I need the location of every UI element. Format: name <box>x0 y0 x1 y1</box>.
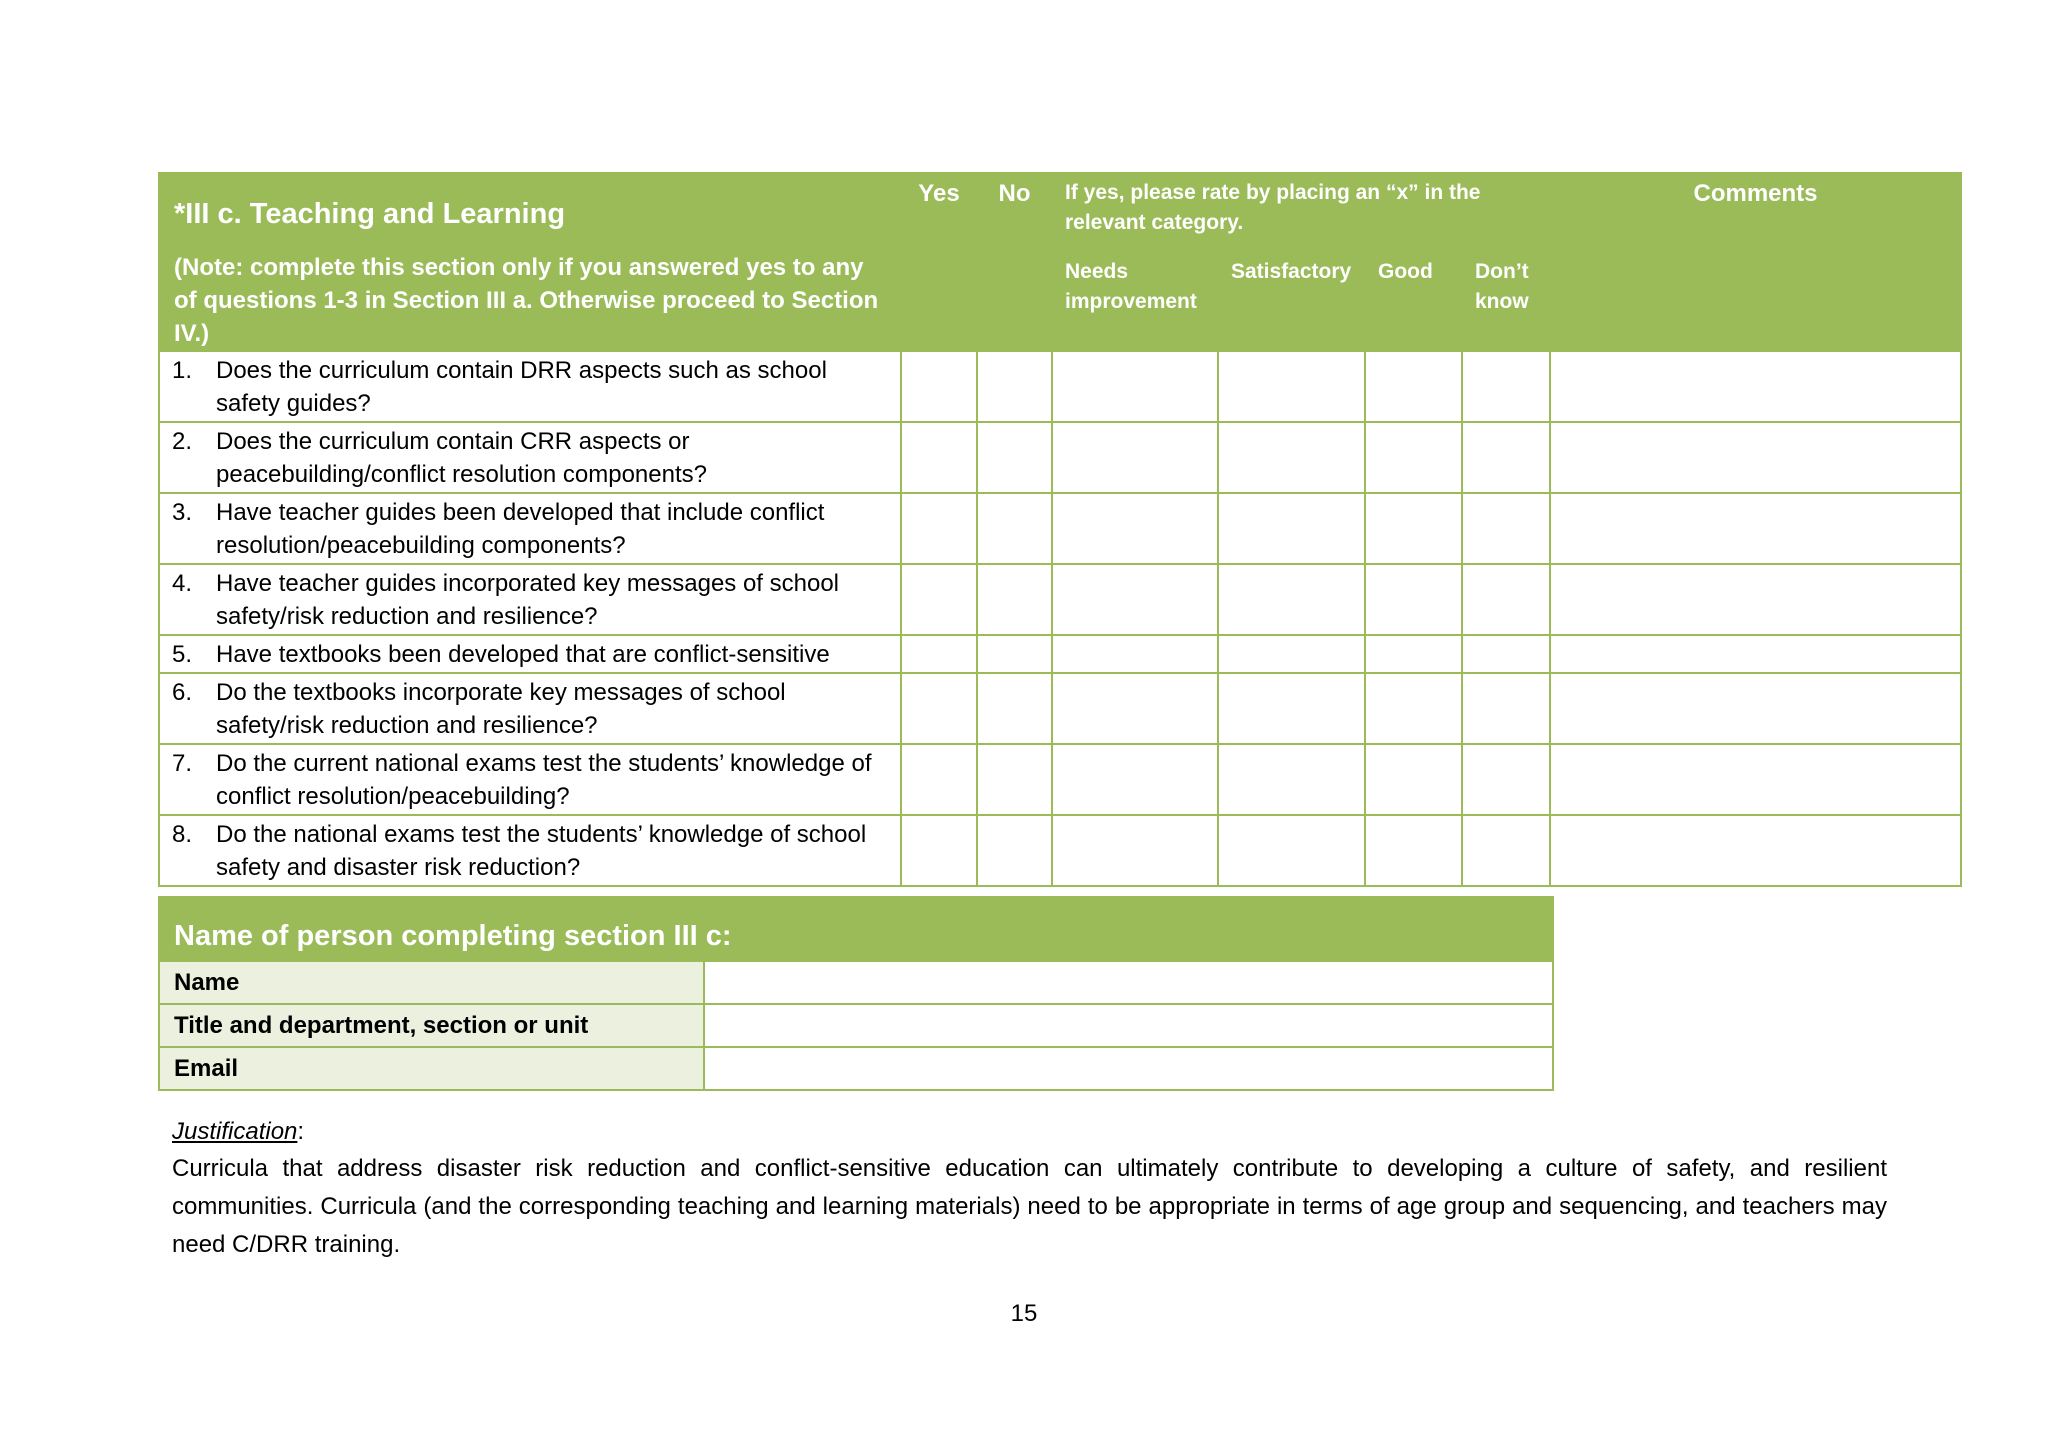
table-row <box>159 744 1961 815</box>
table-row <box>159 422 1961 493</box>
field-label-title-department: Title and department, section or unit <box>159 1004 704 1047</box>
question-cell <box>159 635 901 673</box>
question-text: Have teacher guides incorporated key messages of school safety/risk reduction and resilience? <box>216 570 840 630</box>
table-row <box>159 351 1961 422</box>
rating-satisfactory-cell[interactable] <box>1218 673 1365 744</box>
answer-no-cell[interactable] <box>977 635 1052 673</box>
table-row <box>159 635 1961 673</box>
question-text: Do the national exams test the students’ knowledge of school safety and disaster risk reduction? <box>216 821 867 881</box>
question-text: Does the curriculum contain CRR aspects or peacebuilding/conflict resolution components? <box>216 428 707 488</box>
rating-satisfactory-cell[interactable] <box>1218 635 1365 673</box>
comments-cell[interactable] <box>1550 815 1961 886</box>
rating-dont-know-cell[interactable] <box>1462 564 1550 635</box>
comments-cell[interactable] <box>1550 673 1961 744</box>
rating-dont-know-cell[interactable] <box>1462 635 1550 673</box>
rating-needs-improvement-cell[interactable] <box>1052 635 1218 673</box>
comments-cell[interactable] <box>1550 744 1961 815</box>
table-row <box>159 493 1961 564</box>
question-cell <box>159 351 901 422</box>
rating-satisfactory-cell[interactable] <box>1218 744 1365 815</box>
question-line <box>172 567 890 633</box>
rating-good-cell[interactable] <box>1365 635 1462 673</box>
rating-good-cell[interactable] <box>1365 673 1462 744</box>
answer-yes-cell[interactable] <box>901 351 977 422</box>
rating-needs-improvement-cell[interactable] <box>1052 815 1218 886</box>
section-header-cell <box>159 173 901 351</box>
question-text: Does the curriculum contain DRR aspects such as school safety guides? <box>216 357 827 417</box>
question-text: Do the textbooks incorporate key messages of school safety/risk reduction and resilience? <box>216 679 786 739</box>
question-number: 5. <box>172 641 193 668</box>
rating-dont-know-cell[interactable] <box>1462 422 1550 493</box>
question-line <box>172 676 890 742</box>
rating-good: Good <box>1365 254 1462 351</box>
field-input-title-department[interactable] <box>704 1004 1553 1047</box>
rating-good-cell[interactable] <box>1365 422 1462 493</box>
rating-needs-improvement-cell[interactable] <box>1052 673 1218 744</box>
column-header-yes: Yes <box>901 173 977 351</box>
question-number: 1. <box>172 357 193 384</box>
question-number: 2. <box>172 428 193 455</box>
teaching-learning-table <box>158 172 1962 887</box>
rating-satisfactory-cell[interactable] <box>1218 564 1365 635</box>
question-cell <box>159 422 901 493</box>
question-line <box>172 818 890 884</box>
section-note: (Note: complete this section only if you answered yes to any of questions 1-3 in Section III a. Otherwise proceed to Section IV.) <box>174 254 879 347</box>
question-cell <box>159 815 901 886</box>
table-row <box>159 564 1961 635</box>
question-cell <box>159 493 901 564</box>
rating-dont-know-cell[interactable] <box>1462 815 1550 886</box>
rating-satisfactory-cell[interactable] <box>1218 815 1365 886</box>
answer-yes-cell[interactable] <box>901 673 977 744</box>
question-text: Have teacher guides been developed that include conflict resolution/peacebuilding components? <box>216 499 825 559</box>
question-cell <box>159 673 901 744</box>
answer-no-cell[interactable] <box>977 351 1052 422</box>
question-line <box>172 747 890 813</box>
rating-needs-improvement: Needs improvement <box>1052 254 1218 351</box>
rating-needs-improvement-cell[interactable] <box>1052 351 1218 422</box>
comments-cell[interactable] <box>1550 493 1961 564</box>
rating-dont-know-cell[interactable] <box>1462 351 1550 422</box>
question-line <box>172 425 890 491</box>
rating-needs-improvement-cell[interactable] <box>1052 744 1218 815</box>
questions-body <box>159 351 1961 886</box>
rating-good-cell[interactable] <box>1365 564 1462 635</box>
answer-no-cell[interactable] <box>977 422 1052 493</box>
justification-label: Justification: <box>172 1118 305 1145</box>
field-label-name: Name <box>159 961 704 1004</box>
table-row <box>159 815 1961 886</box>
answer-no-cell[interactable] <box>977 564 1052 635</box>
rating-satisfactory: Satisfactory <box>1218 254 1365 351</box>
column-header-no: No <box>977 173 1052 351</box>
answer-yes-cell[interactable] <box>901 635 977 673</box>
question-number: 3. <box>172 499 193 526</box>
rating-good-cell[interactable] <box>1365 744 1462 815</box>
rating-needs-improvement-cell[interactable] <box>1052 493 1218 564</box>
answer-no-cell[interactable] <box>977 744 1052 815</box>
rating-needs-improvement-cell[interactable] <box>1052 564 1218 635</box>
field-input-name[interactable] <box>704 961 1553 1004</box>
justification-label-text: Justification <box>172 1118 298 1145</box>
rating-needs-improvement-cell[interactable] <box>1052 422 1218 493</box>
answer-yes-cell[interactable] <box>901 564 977 635</box>
section-title: *III c. Teaching and Learning <box>174 198 566 230</box>
rating-dont-know: Don’t know <box>1462 254 1550 351</box>
rating-dont-know-cell[interactable] <box>1462 744 1550 815</box>
answer-no-cell[interactable] <box>977 673 1052 744</box>
rating-satisfactory-cell[interactable] <box>1218 493 1365 564</box>
question-text: Do the current national exams test the students’ knowledge of conflict resolution/peacebuilding? <box>216 750 872 810</box>
justification-text: Curricula that address disaster risk reduction and conflict-sensitive education can ultimately contribute to developing a culture of safety, and resilient communities. Curricula (and the corresponding teaching and learning materials) need to be appropriate in terms of age group and sequencing, and teachers may need C/DRR training. <box>172 1155 1887 1258</box>
question-number: 6. <box>172 679 193 706</box>
person-table-title: Name of person completing section III c: <box>159 897 1553 961</box>
answer-yes-cell[interactable] <box>901 422 977 493</box>
question-number: 7. <box>172 750 193 777</box>
rating-good-cell[interactable] <box>1365 351 1462 422</box>
answer-yes-cell[interactable] <box>901 744 977 815</box>
person-details-table <box>158 896 1554 1091</box>
rating-satisfactory-cell[interactable] <box>1218 422 1365 493</box>
rating-dont-know-cell[interactable] <box>1462 493 1550 564</box>
answer-no-cell[interactable] <box>977 493 1052 564</box>
question-text: Have textbooks been developed that are conflict-sensitive <box>216 641 830 668</box>
comments-cell[interactable] <box>1550 635 1961 673</box>
question-line <box>172 496 890 562</box>
question-number: 4. <box>172 570 193 597</box>
field-input-email[interactable] <box>704 1047 1553 1090</box>
column-header-comments: Comments <box>1550 173 1961 351</box>
page-number: 15 <box>1010 1300 1038 1327</box>
answer-yes-cell[interactable] <box>901 815 977 886</box>
field-label-email: Email <box>159 1047 704 1090</box>
rating-header: If yes, please rate by placing an “x” in the relevant category. <box>1052 173 1550 254</box>
question-line <box>172 638 890 671</box>
rating-satisfactory-cell[interactable] <box>1218 351 1365 422</box>
answer-yes-cell[interactable] <box>901 493 977 564</box>
rating-dont-know-cell[interactable] <box>1462 673 1550 744</box>
question-cell <box>159 744 901 815</box>
comments-cell[interactable] <box>1550 422 1961 493</box>
rating-good-cell[interactable] <box>1365 815 1462 886</box>
table-row <box>159 673 1961 744</box>
answer-no-cell[interactable] <box>977 815 1052 886</box>
question-cell <box>159 564 901 635</box>
comments-cell[interactable] <box>1550 351 1961 422</box>
rating-good-cell[interactable] <box>1365 493 1462 564</box>
question-number: 8. <box>172 821 193 848</box>
comments-cell[interactable] <box>1550 564 1961 635</box>
question-line <box>172 354 890 420</box>
